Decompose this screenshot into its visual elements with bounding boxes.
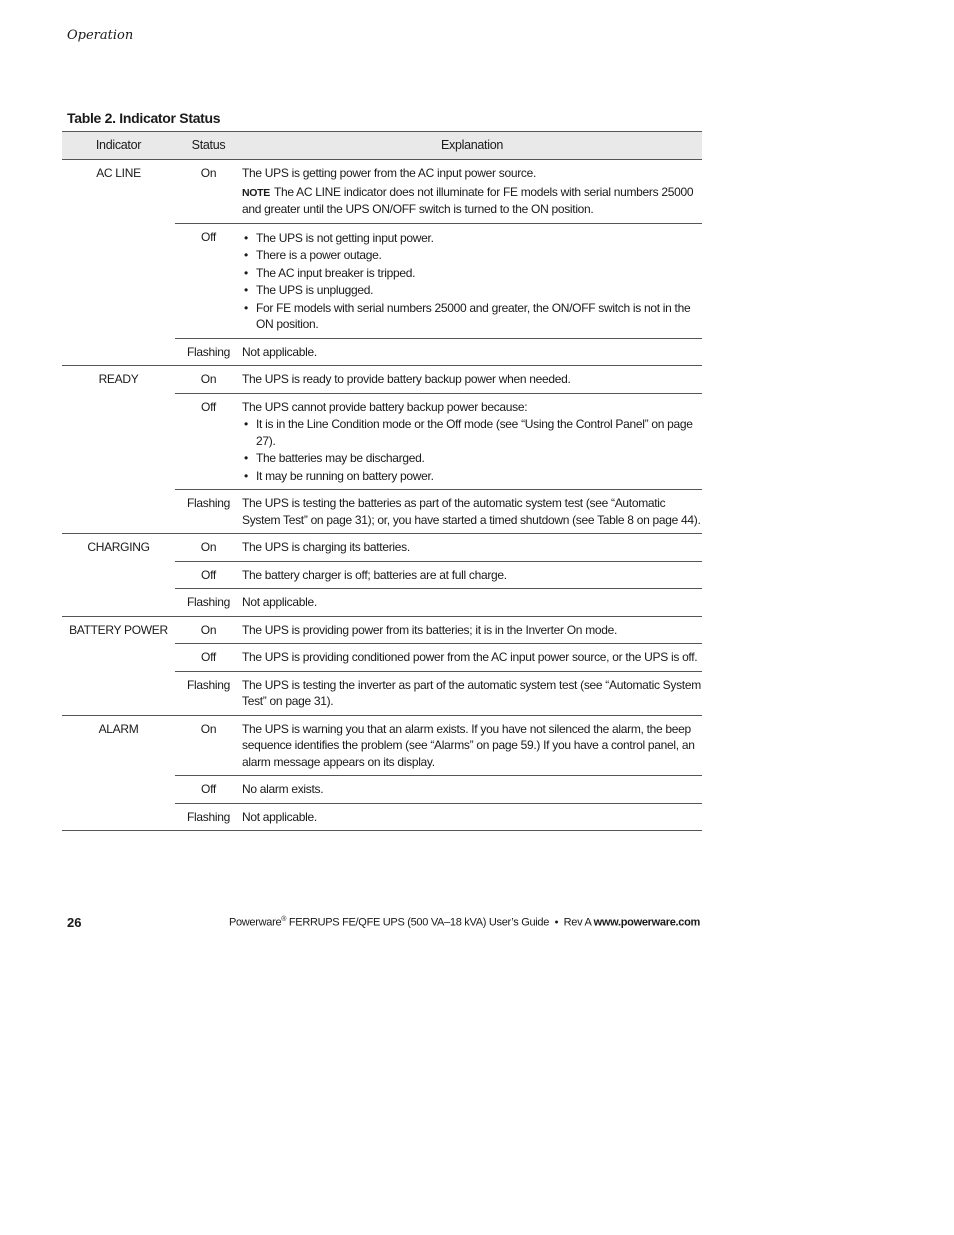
explanation-cell: No alarm exists. (242, 776, 702, 804)
table-row (62, 534, 702, 562)
status-cell: On (175, 366, 242, 394)
list-item: • There is a power outage. (242, 247, 702, 264)
indicator-status-table (62, 131, 702, 831)
explanation-cell: Not applicable. (242, 589, 702, 617)
list-item: • The batteries may be discharged. (242, 450, 702, 467)
footer-text (229, 916, 700, 929)
note (242, 184, 702, 218)
note-text: The AC LINE indicator does not illuminate for FE models with serial numbers 25000 and greater until the UPS ON/OFF switch is turned to the ON position. (242, 184, 694, 216)
note-label: NOTE (242, 186, 270, 199)
section-header: Operation (67, 28, 134, 43)
indicator-name: ALARM (62, 715, 175, 831)
column-header-status: Status (175, 132, 242, 160)
explanation-text: The UPS is getting power from the AC input power source. (242, 166, 537, 180)
explanation-cell: The UPS is testing the batteries as part of the automatic system test (see “Automatic System Test” on page 31); or, you have started a timed shutdown (see Table 8 on page 44). (242, 490, 702, 534)
status-cell: On (175, 534, 242, 562)
column-header-indicator: Indicator (62, 132, 175, 160)
footer-url: www.powerware.com (593, 916, 700, 929)
list-item: • It is in the Line Condition mode or the Off mode (see “Using the Control Panel” on page 27). (242, 416, 702, 449)
status-cell: On (175, 715, 242, 776)
table-header-row (62, 132, 702, 160)
list-item: • It may be running on battery power. (242, 468, 702, 485)
status-cell: On (175, 160, 242, 224)
list-item: • The AC input breaker is tripped. (242, 265, 702, 282)
status-cell: Off (175, 644, 242, 672)
footer-brand: Powerware (228, 916, 282, 929)
status-cell: Flashing (175, 671, 242, 715)
indicator-name: BATTERY POWER (62, 616, 175, 715)
list-item: • The UPS is not getting input power. (242, 230, 702, 247)
status-cell: Off (175, 776, 242, 804)
explanation-cell: Not applicable. (242, 338, 702, 366)
indicator-name: READY (62, 366, 175, 534)
explanation-cell: The UPS is ready to provide battery backup power when needed. (242, 366, 702, 394)
footer-product: FERRUPS FE/QFE UPS (500 VA–18 kVA) User’s Guide • Rev A (286, 916, 594, 929)
table-title: Table 2. Indicator Status (67, 110, 221, 126)
explanation-cell (242, 223, 702, 338)
status-cell: Flashing (175, 490, 242, 534)
explanation-cell (242, 160, 702, 224)
status-cell: On (175, 616, 242, 644)
indicator-name: CHARGING (62, 534, 175, 617)
explanation-cell: Not applicable. (242, 803, 702, 831)
explanation-cell: The battery charger is off; batteries are at full charge. (242, 561, 702, 589)
status-cell: Flashing (175, 589, 242, 617)
explanation-cell: The UPS is warning you that an alarm exists. If you have not silenced the alarm, the beep sequence identifies the problem (see “Alarms” on page 59.) If you have a control panel, an alarm message appears on its display. (242, 715, 702, 776)
table-row (62, 616, 702, 644)
column-header-explanation: Explanation (242, 132, 702, 160)
explanation-cell (242, 393, 702, 490)
list-item: • For FE models with serial numbers 25000 and greater, the ON/OFF switch is not in the ON position. (242, 300, 702, 333)
table-row (62, 160, 702, 224)
table-row (62, 366, 702, 394)
status-cell: Off (175, 223, 242, 338)
status-cell: Flashing (175, 803, 242, 831)
bullet-list (242, 416, 702, 484)
explanation-cell: The UPS is providing conditioned power from the AC input power source, or the UPS is off. (242, 644, 702, 672)
explanation-cell: The UPS is testing the inverter as part of the automatic system test (see “Automatic System Test” on page 31). (242, 671, 702, 715)
indicator-name: AC LINE (62, 160, 175, 366)
page-number: 26 (67, 915, 82, 930)
table-row (62, 715, 702, 776)
bullet-list (242, 230, 702, 333)
registered-mark: ® (281, 916, 287, 923)
status-cell: Off (175, 561, 242, 589)
explanation-cell: The UPS is providing power from its batteries; it is in the Inverter On mode. (242, 616, 702, 644)
explanation-text: The UPS cannot provide battery backup power because: (242, 399, 528, 414)
list-item: • The UPS is unplugged. (242, 282, 702, 299)
status-cell: Off (175, 393, 242, 490)
explanation-cell: The UPS is charging its batteries. (242, 534, 702, 562)
status-cell: Flashing (175, 338, 242, 366)
